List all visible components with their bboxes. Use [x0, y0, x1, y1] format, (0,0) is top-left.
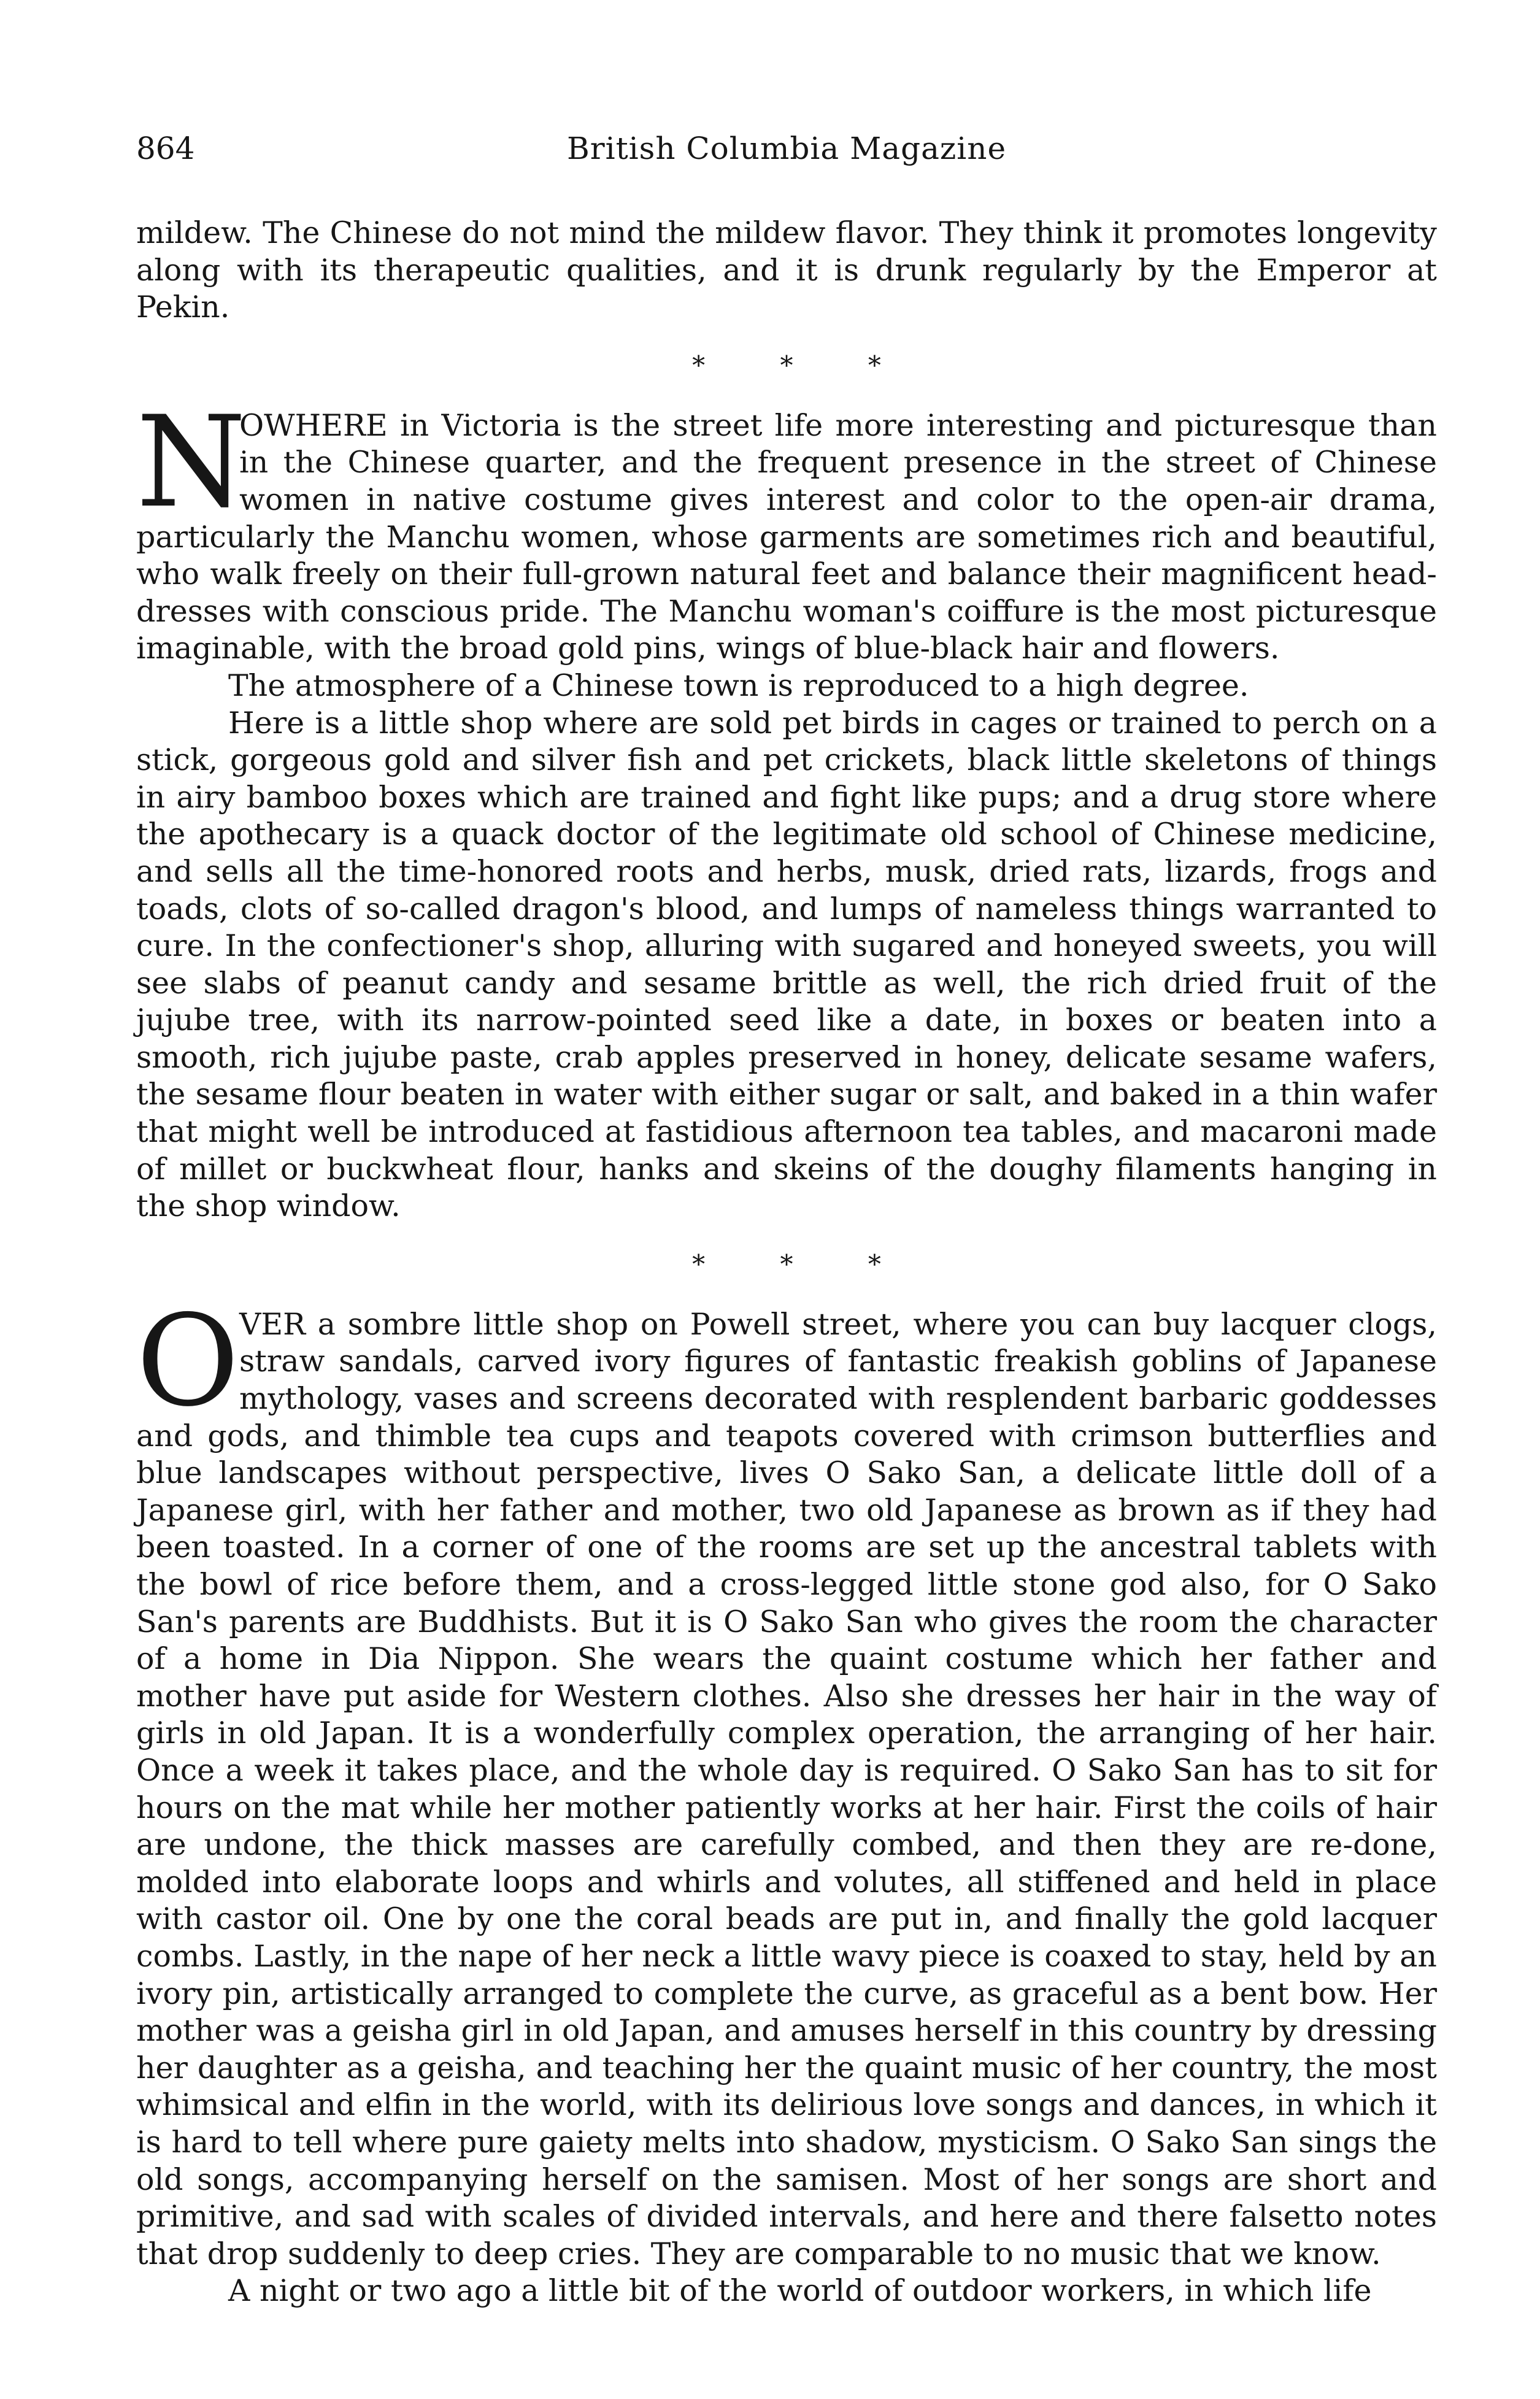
paragraph-text: VER a sombre little shop on Powell street, where you can buy lacquer clogs, straw sandals, carved ivory figures of fantastic freakish goblins of Japanese mythology, vases and screens decorated with resplendent barbaric goddesses and gods, and thimble tea cups and teapots covered with crimson butterflies and blue landscapes without perspective, lives O Sako San, a delicate little doll of a Japanese girl, with her father and mother, two old Japanese as brown as if they had been toasted. In a corner of one of the rooms are set up the ancestral tablets with the bowl of rice before them, and a cross-legged little stone god also, for O Sako San's parents are Buddhists. But it is O Sako San who gives the room the character of a home in Dia Nippon. She wears the quaint costume which her father and mother have put aside for Western clothes. Also she dresses her hair in the way of girls in old Japan. It is a wonderfully complex operation, the arranging of her hair. Once a week it takes place, and the whole day is required. O Sako San has to sit for hours on the mat while her mother patiently works at her hair. First the coils of hair are undone, the thick masses are carefully combed, and then they are re-done, molded into elaborate loops and whirls and volutes, all stiffened and held in place with castor oil. One by one the coral beads are put in, and finally the gold lacquer combs. Lastly, in the nape of her neck a little wavy piece is coaxed to stay, held by an ivory pin, artistically arranged to complete the curve, as graceful as a bent bow. Her mother was a geisha girl in old Japan, and amuses herself in this country by dressing her daughter as a geisha, and teaching her the quaint music of her country, the most whimsical and elfin in the world, with its delirious love songs and dances, in which it is hard to tell where pure gaiety melts into shadow, mysticism. O Sako San sings the old songs, accompanying herself on the samisen. Most of her songs are short and primitive, and sad with scales of divided intervals, and here and there falsetto notes that drop suddenly to deep cries. They are comparable to no music that we know.: [136, 1306, 1437, 2271]
paragraph-night: A night or two ago a little bit of the world of outdoor workers, in which life: [228, 2273, 1372, 2309]
paragraph-atmosphere: The atmosphere of a Chinese town is reproduced to a high degree.: [228, 668, 1249, 703]
separator-star: *: [692, 1249, 706, 1279]
separator-star: *: [868, 350, 881, 380]
separator-star: *: [780, 1249, 793, 1279]
page-number: 864: [136, 131, 195, 166]
separator-star: *: [692, 350, 706, 380]
section-separator: [136, 1246, 1437, 1283]
paragraph-shops: Here is a little shop where are sold pet birds in cages or trained to perch on a stick, gorgeous gold and silver fish and pet crickets, black little skeletons of things in airy bamboo boxes which are trained and fight like pups; and a drug store where the apothecary is a quack doctor of the legitimate old school of Chinese medicine, and sells all the time-honored roots and herbs, musk, dried rats, lizards, frogs and toads, clots of so-called dragon's blood, and lumps of nameless things warranted to cure. In the confectioner's shop, alluring with sugared and honeyed sweets, you will see slabs of peanut candy and sesame brittle as well, the rich dried fruit of the jujube tree, with its narrow-pointed seed like a date, in boxes or beaten into a smooth, rich jujube paste, crab apples preserved in honey, delicate sesame wafers, the sesame flour beaten in water with either sugar or salt, and baked in a thin wafer that might well be introduced at fastidious afternoon tea tables, and macaroni made of millet or buckwheat flour, hanks and skeins of the doughy filaments hanging in the shop window.: [136, 705, 1437, 1224]
article-body: [136, 215, 1437, 2310]
paragraph-o-sako-san: [136, 1288, 1437, 2273]
page-header: [136, 130, 1437, 179]
section-separator: [136, 347, 1437, 384]
separator-star: *: [780, 350, 793, 380]
paragraph-victoria-street-life: [136, 389, 1437, 668]
paragraph-text: OWHERE in Victoria is the street life more interesting and picturesque than in the Chinese quarter, and the frequent presence in the street of Chinese women in native costume gives interest and color to the open-air drama, particularly the Manchu women, whose garments are sometimes rich and beautiful, who walk freely on their full-grown natural feet and balance their magnificent head-dresses with conscious pride. The Manchu woman's coiffure is the most picturesque imaginable, with the broad gold pins, wings of blue-black hair and flowers.: [136, 407, 1437, 666]
running-title: British Columbia Magazine: [566, 131, 1007, 166]
separator-star: *: [868, 1249, 881, 1279]
drop-cap-o: O: [136, 1288, 240, 1434]
drop-cap-n: N: [136, 389, 247, 536]
paragraph-mildew: mildew. The Chinese do not mind the mildew flavor. They think it promotes longevity along with its therapeutic qualities, and it is drunk regularly by the Emperor at Pekin.: [136, 215, 1437, 325]
